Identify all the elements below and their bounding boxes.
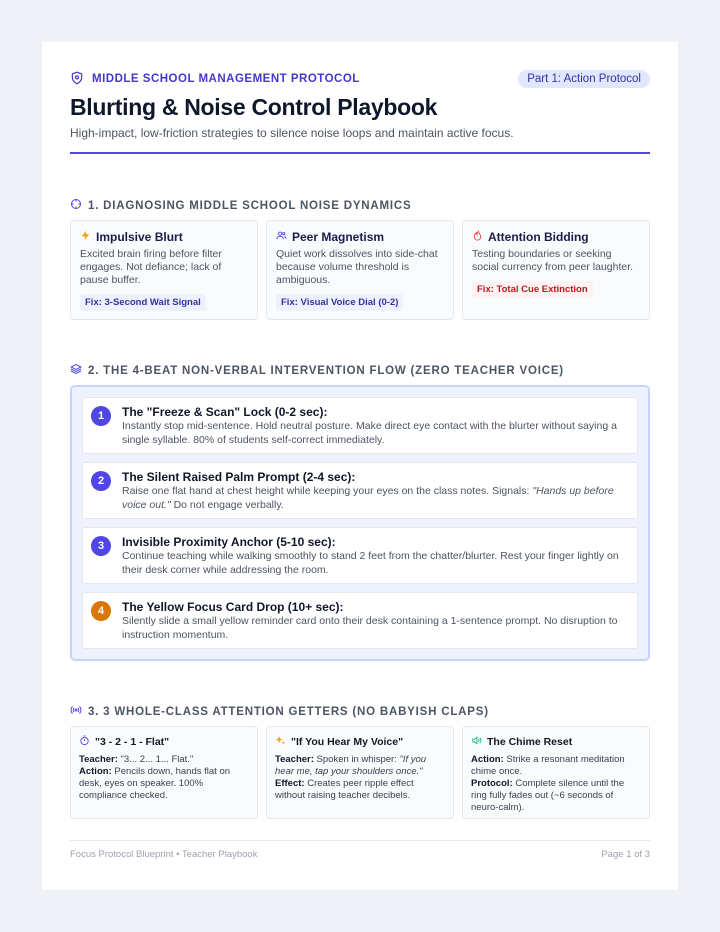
step-title: The Silent Raised Palm Prompt (2-4 sec): xyxy=(122,470,356,484)
step-desc: Raise one flat hand at chest height while keeping your eyes on the class notes. Signals: "Hands up before voice out." Do not engage verbally. xyxy=(122,485,614,511)
footer xyxy=(70,840,650,860)
section1-title: 1. DIAGNOSING MIDDLE SCHOOL NOISE DYNAMICS xyxy=(88,199,412,212)
card-text: Excited brain firing before filter engages. Not defiance; lack of pause buffer. xyxy=(80,248,222,286)
page-title: Blurting & Noise Control Playbook xyxy=(70,94,438,120)
page-subtitle: High-impact, low-friction strategies to silence noise loops and maintain active focus. xyxy=(70,126,514,140)
step-number: 2 xyxy=(91,471,111,491)
speaker-icon xyxy=(471,735,482,749)
header-divider xyxy=(70,152,650,154)
step-number: 3 xyxy=(91,536,111,556)
flow-step xyxy=(82,527,638,584)
card-title: Attention Bidding xyxy=(488,230,589,244)
sparkle-icon xyxy=(275,735,286,749)
card-impulsive-blurt xyxy=(70,220,258,320)
header xyxy=(70,70,650,88)
card-text: Quiet work dissolves into side-chat because volume threshold is ambiguous. xyxy=(276,248,438,286)
card-title: "3 - 2 - 1 - Flat" xyxy=(95,736,170,748)
step-number: 1 xyxy=(91,406,111,426)
step-desc: Continue teaching while walking smoothly to stand 2 feet from the chatter/blurter. Rest your finger lightly on their desk corner while addressing the room. xyxy=(122,550,619,576)
fix-tag: Fix: Visual Voice Dial (0-2) xyxy=(276,294,403,311)
fix-tag: Fix: 3-Second Wait Signal xyxy=(80,294,206,311)
layers-icon xyxy=(70,363,82,378)
fix-tag: Fix: Total Cue Extinction xyxy=(472,281,593,298)
flow-step xyxy=(82,592,638,649)
section3-title: 3. 3 WHOLE-CLASS ATTENTION GETTERS (NO BABYISH CLAPS) xyxy=(88,705,489,718)
card-if-you-hear xyxy=(266,726,454,819)
flow-step xyxy=(82,397,638,454)
card-text: Teacher: Spoken in whisper: "If you hear me, tap your shoulders once." Effect: Creates peer ripple effect without raising teacher decibels. xyxy=(275,754,427,801)
card-title: The Chime Reset xyxy=(487,736,573,748)
card-text: Testing boundaries or seeking social currency from peer laughter. xyxy=(472,248,634,273)
section3-heading xyxy=(70,704,650,719)
part-badge: Part 1: Action Protocol xyxy=(518,70,650,88)
attention-cards xyxy=(70,726,650,819)
broadcast-icon xyxy=(70,704,82,719)
step-desc: Silently slide a small yellow reminder card onto their desk containing a 1-sentence prompt. No disruption to instruction momentum. xyxy=(122,615,618,641)
users-icon xyxy=(276,230,287,244)
diagnosis-cards xyxy=(70,220,650,320)
kicker-text: MIDDLE SCHOOL MANAGEMENT PROTOCOL xyxy=(92,73,360,85)
kicker xyxy=(70,71,360,88)
step-title: The "Freeze & Scan" Lock (0-2 sec): xyxy=(122,405,328,419)
step-title: Invisible Proximity Anchor (5-10 sec): xyxy=(122,535,336,549)
page-number: Page 1 of 3 xyxy=(601,849,650,860)
intervention-flow xyxy=(70,385,650,661)
card-title: Impulsive Blurt xyxy=(96,230,183,244)
card-title: "If You Hear My Voice" xyxy=(291,736,404,748)
flame-icon xyxy=(472,230,483,244)
footer-left: Focus Protocol Blueprint • Teacher Playbook xyxy=(70,849,258,860)
page xyxy=(42,42,678,890)
shield-icon xyxy=(70,71,84,88)
flow-step xyxy=(82,462,638,519)
step-title: The Yellow Focus Card Drop (10+ sec): xyxy=(122,600,344,614)
card-title: Peer Magnetism xyxy=(292,230,385,244)
crosshair-icon xyxy=(70,198,82,213)
card-chime-reset xyxy=(462,726,650,819)
card-text: Teacher: "3... 2... 1... Flat." Action: Pencils down, hands flat on desk, eyes on speaker. 100% compliance checked. xyxy=(79,754,231,801)
card-peer-magnetism xyxy=(266,220,454,320)
section2-title: 2. THE 4-BEAT NON-VERBAL INTERVENTION FLOW (ZERO TEACHER VOICE) xyxy=(88,364,564,377)
card-text: Action: Strike a resonant meditation chime once. Protocol: Complete silence until the ring fully fades out (~6 seconds of neuro-calm). xyxy=(471,754,625,813)
card-attention-bidding xyxy=(462,220,650,320)
section2-heading xyxy=(70,363,650,378)
step-number: 4 xyxy=(91,601,111,621)
timer-icon xyxy=(79,735,90,749)
card-321-flat xyxy=(70,726,258,819)
lightning-icon xyxy=(80,230,91,244)
section1-heading xyxy=(70,198,650,213)
step-desc: Instantly stop mid-sentence. Hold neutral posture. Make direct eye contact with the blurter without saying a single syllable. 80% of students self-correct immediately. xyxy=(122,420,617,446)
